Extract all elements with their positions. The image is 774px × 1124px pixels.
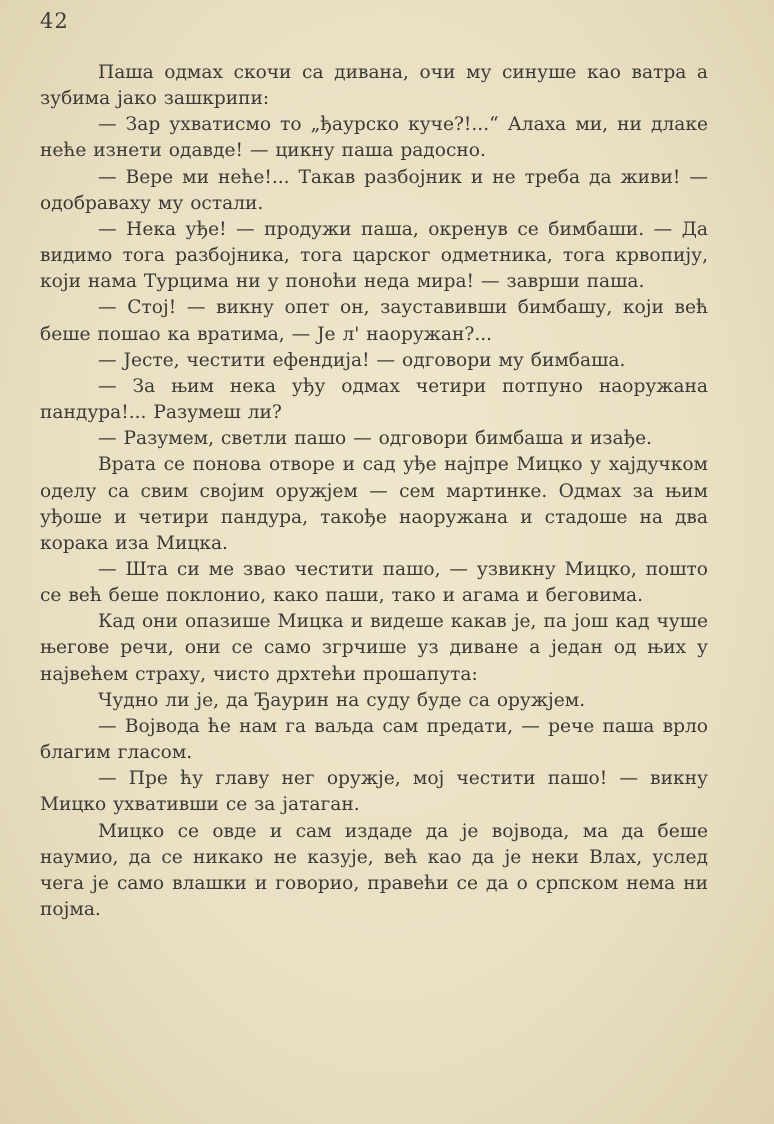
paragraph: — Јесте, честити ефендија! — одговори му бимбаша. bbox=[98, 349, 626, 371]
paragraph: — За њим нека уђу одмах четири потпуно наоружана пандура!... Разумеш ли? bbox=[40, 375, 708, 424]
paragraph: Врата се понова отворе и сад уђе најпре Мицко у хајдучком оделу са свим својим оружјем — сем мартинке. Одмах за њим уђоше и четири пандура, такође наоружана и стадоше на два корака иза Мицка. bbox=[40, 454, 708, 554]
paragraph: — Разумем, светли пашо — одговори бимбаша и изађе. bbox=[98, 428, 653, 450]
paragraph: — Вере ми неће!... Такав разбојник и не треба да живи! — одобраваху му остали. bbox=[40, 166, 708, 214]
paragraph: — Војвода ће нам га ваљда сам предати, — рече паша врло благим гласом. bbox=[40, 715, 708, 764]
paragraph: Чудно ли је, да Ђаурин на суду буде са оружјем. bbox=[98, 689, 586, 711]
paragraph: — Стој! — викну опет он, зауставивши бимбашу, који већ беше пошао ка вратима, — Је л' наоружан?... bbox=[40, 297, 708, 345]
page-number: 42 bbox=[40, 9, 69, 33]
paragraph: — Нека уђе! — продужи паша, окренув се бимбаши. — Да видимо тога разбојника, тога царског одметника, тога крвопију, који нама Турцима ни у поноћи неда мира! — заврши паша. bbox=[40, 218, 708, 293]
paragraph: — Пре ћу главу нег оружје, мој честити пашо! — викну Мицко ухвативши се за јатаган. bbox=[40, 768, 708, 816]
paragraph: Кад они опазише Мицка и видеше какав је, па још кад чуше његове речи, они се само згрчише уз диване а један од њих у највећем страху, чисто дрхтећи прошапута: bbox=[40, 611, 708, 685]
paragraph: — Шта си ме звао честити пашо, — узвикну Мицко, пошто се већ беше поклонио, како паши, тако и агама и беговима. bbox=[40, 558, 708, 607]
paragraph: Мицко се овде и сам издаде да је војвода, ма да беше наумио, да се никако не казује, већ као да је неки Влах, услед чега је само влашки и говорио, правећи се да о српском нема ни појма. bbox=[40, 820, 708, 920]
paragraph: Паша одмах скочи са дивана, очи му синуше као ватра а зубима јако зашкрипи: bbox=[40, 62, 708, 110]
body-text bbox=[40, 60, 708, 923]
paragraph: — Зар ухватисмо то „ђаурско куче?!...“ Алаха ми, ни длаке неће изнети одавде! — цикну паша радосно. bbox=[40, 114, 708, 162]
